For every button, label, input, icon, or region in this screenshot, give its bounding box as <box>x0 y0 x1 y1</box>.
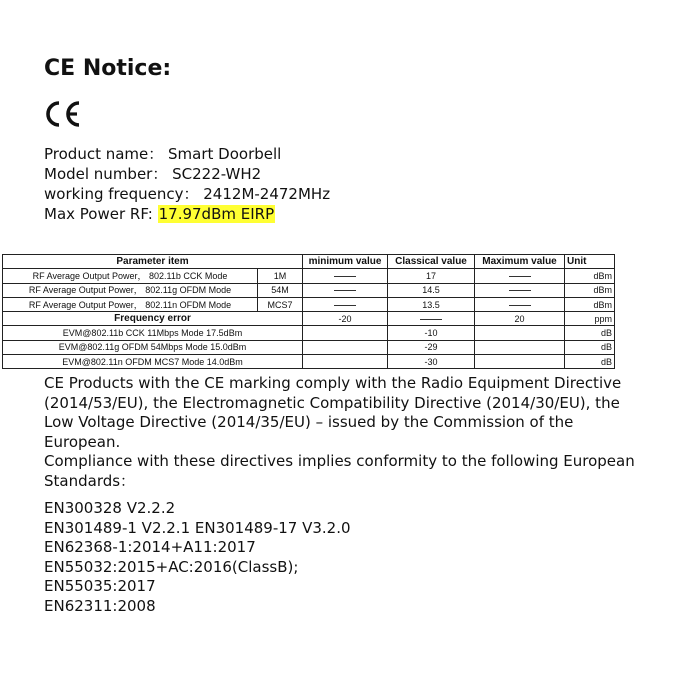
row-min <box>303 355 388 369</box>
row-item: RF Average Output Power， 802.11g OFDM Mode <box>3 283 258 297</box>
page-title: CE Notice: <box>44 56 172 81</box>
standards-list <box>44 499 351 617</box>
row-rate: 1M <box>258 269 303 283</box>
standard-item: EN301489-1 V2.2.1 EN301489-17 V3.2.0 <box>44 518 351 537</box>
row-min <box>303 297 388 311</box>
table-row <box>3 269 615 283</box>
row-min: -20 <box>303 312 388 326</box>
table-row <box>3 312 615 326</box>
row-max <box>475 326 565 340</box>
row-max: 20 <box>475 312 565 326</box>
row-classical: 13.5 <box>388 297 475 311</box>
max-power-label: Max Power RF: <box>44 205 158 223</box>
row-min <box>303 269 388 283</box>
row-unit: dB <box>565 340 615 354</box>
table-row <box>3 355 615 369</box>
product-info <box>44 144 330 224</box>
row-unit: dBm <box>565 283 615 297</box>
row-classical: 14.5 <box>388 283 475 297</box>
standard-item: EN55035:2017 <box>44 577 156 596</box>
row-unit: dBm <box>565 269 615 283</box>
standard-item: EN62311:2008 <box>44 596 156 615</box>
standard-item: EN62368-1:2014+A11:2017 <box>44 538 256 557</box>
table-row <box>3 297 615 311</box>
row-item: EVM@802.11b CCK 11Mbps Mode 17.5dBm <box>3 326 303 340</box>
row-classical: -30 <box>388 355 475 369</box>
working-frequency: working frequency： 2412M-2472MHz <box>44 185 331 203</box>
header-classical-value: Classical value <box>388 255 475 269</box>
row-unit: dB <box>565 355 615 369</box>
table-row <box>3 340 615 354</box>
row-min <box>303 326 388 340</box>
row-max <box>475 269 565 283</box>
header-minimum-value: minimum value <box>303 255 388 269</box>
parameter-table <box>2 254 615 369</box>
row-item: RF Average Output Power， 802.11n OFDM Mode <box>3 297 258 311</box>
table-row <box>3 283 615 297</box>
row-unit: dBm <box>565 297 615 311</box>
row-unit: ppm <box>565 312 615 326</box>
model-number: Model number： SC222-WH2 <box>44 165 262 183</box>
row-classical <box>388 312 475 326</box>
table-row <box>3 326 615 340</box>
row-rate: MCS7 <box>258 297 303 311</box>
row-min <box>303 340 388 354</box>
row-max <box>475 355 565 369</box>
max-power <box>44 204 330 224</box>
row-item: EVM@802.11g OFDM 54Mbps Mode 15.0dBm <box>3 340 303 354</box>
ce-mark-icon <box>44 100 84 128</box>
directive-paragraph: CE Products with the CE marking comply with the Radio Equipment Directive (2014/53/EU), the Electromagnetic Compatibility Directive (2014/30/EU), the Low Voltage Directive (2014/35/EU) – issued by the Commission of the European. <box>44 374 622 451</box>
row-min <box>303 283 388 297</box>
header-maximum-value: Maximum value <box>475 255 565 269</box>
row-max <box>475 340 565 354</box>
standard-item: EN300328 V2.2.2 <box>44 499 176 517</box>
row-max <box>475 297 565 311</box>
row-frequency-error: Frequency error <box>3 312 303 326</box>
standard-item: EN55032:2015+AC:2016(ClassB); <box>44 557 299 576</box>
conformity-paragraph: Compliance with these directives implies conformity to the following European Standards： <box>44 452 635 490</box>
row-item: RF Average Output Power， 802.11b CCK Mode <box>3 269 258 283</box>
row-rate: 54M <box>258 283 303 297</box>
compliance-text <box>44 374 644 492</box>
row-classical: -10 <box>388 326 475 340</box>
product-name: Product name： Smart Doorbell <box>44 145 282 163</box>
max-power-value: 17.97dBm EIRP <box>158 205 275 223</box>
row-item: EVM@802.11n OFDM MCS7 Mode 14.0dBm <box>3 355 303 369</box>
table-header-row <box>3 255 615 269</box>
row-classical: 17 <box>388 269 475 283</box>
row-max <box>475 283 565 297</box>
header-parameter-item: Parameter item <box>3 255 303 269</box>
row-unit: dB <box>565 326 615 340</box>
header-unit: Unit <box>565 255 615 269</box>
row-classical: -29 <box>388 340 475 354</box>
